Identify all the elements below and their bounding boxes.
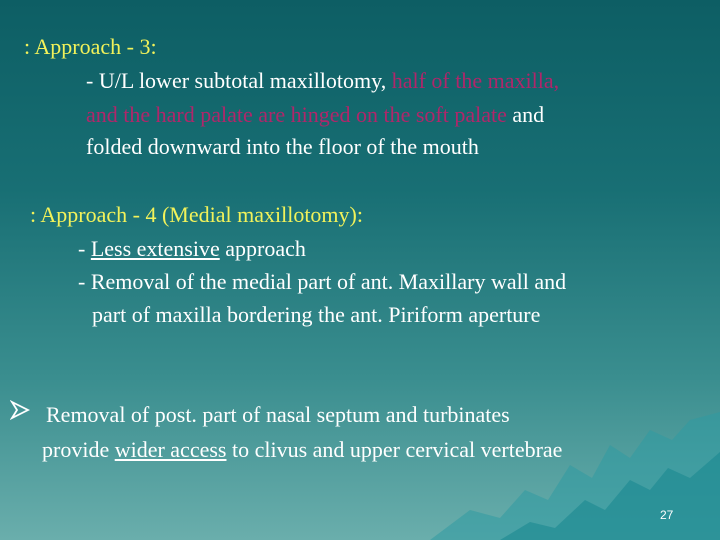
bullet-line-2-prefix: provide	[42, 437, 115, 462]
bullet-line-2	[42, 435, 562, 465]
approach-3-line-2	[86, 100, 544, 130]
approach-4-line-2: - Removal of the medial part of ant. Maxillary wall and	[78, 269, 567, 294]
approach-4-line-1-suffix: approach	[219, 236, 306, 261]
approach-3-line-3: folded downward into the floor of the mouth	[86, 134, 479, 159]
approach-4-line-1-dash: -	[78, 236, 91, 261]
approach-3-line-1-prefix: - U/L lower subtotal maxillotomy,	[86, 68, 392, 93]
approach-3-highlight-1: half of the maxilla,	[391, 68, 560, 93]
bullet-line-1: Removal of post. part of nasal septum and turbinates	[46, 402, 510, 427]
approach-3-highlight-2: and the hard palate are hinged on the soft palate	[86, 102, 507, 127]
approach-4-underlined: Less extensive	[90, 236, 220, 261]
approach-3-line-1	[86, 66, 559, 96]
approach-3-line-2-suffix: and	[506, 102, 545, 127]
approach-4-line-1	[78, 234, 306, 264]
approach-3-heading: : Approach - 3:	[24, 34, 157, 59]
approach-4-heading: : Approach - 4 (Medial maxillotomy):	[30, 202, 363, 227]
approach-4-line-3: part of maxilla bordering the ant. Piriform aperture	[92, 302, 541, 327]
page-number: 27	[660, 508, 674, 522]
arrow-bullet-icon	[10, 400, 30, 420]
bullet-underlined: wider access	[114, 437, 227, 462]
bullet-line-2-suffix: to clivus and upper cervical vertebrae	[226, 437, 563, 462]
